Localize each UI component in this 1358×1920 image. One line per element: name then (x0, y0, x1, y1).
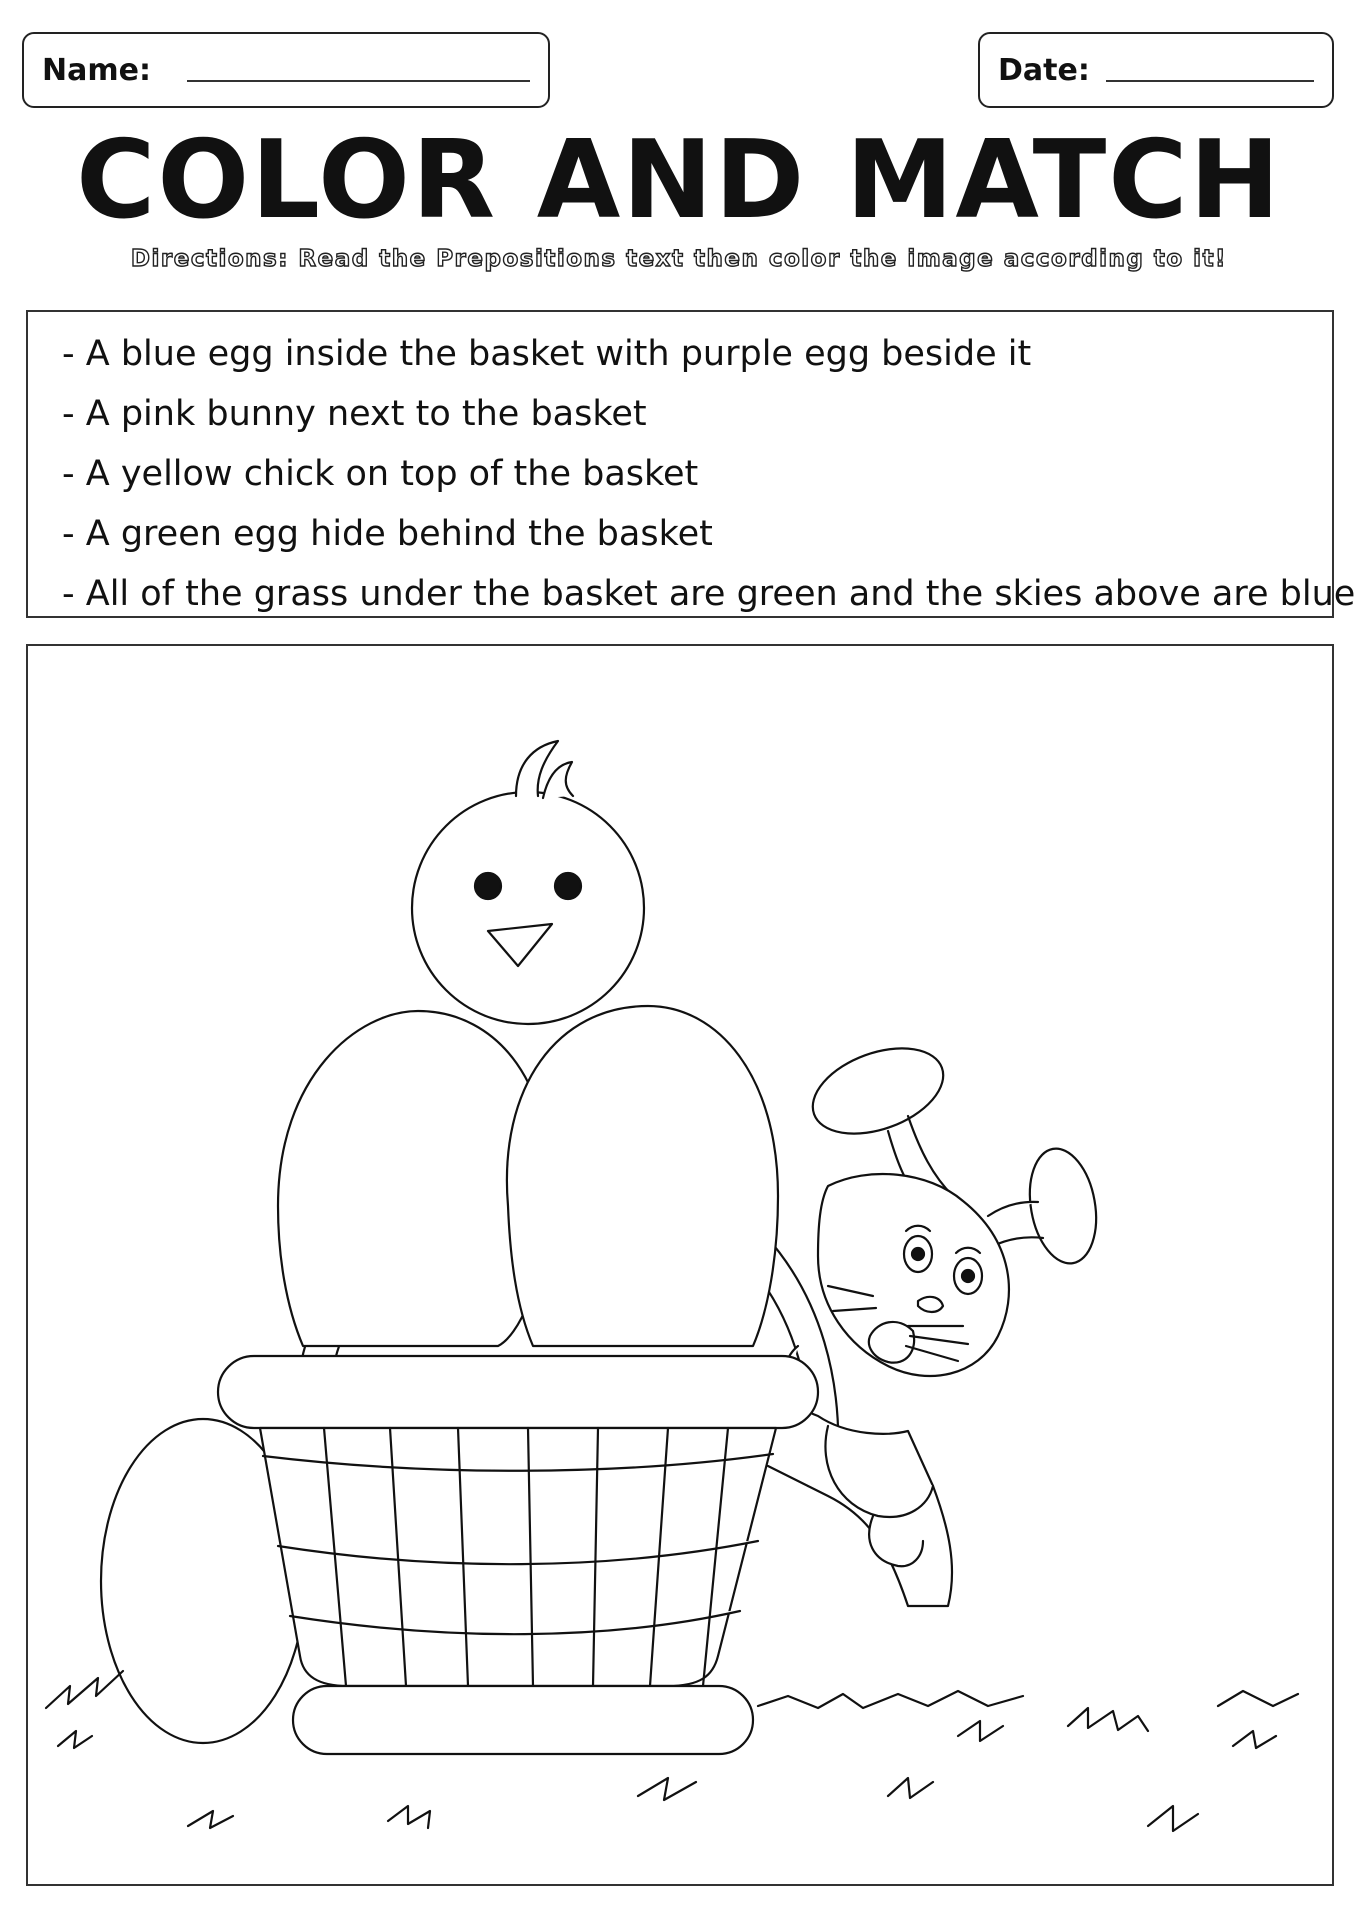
bunny-illustration[interactable] (768, 1032, 1105, 1606)
date-line[interactable] (1106, 80, 1314, 82)
instructions-box (26, 310, 1356, 618)
instruction-item: - A yellow chick on top of the basket (62, 444, 1298, 504)
basket-illustration[interactable] (218, 1356, 818, 1754)
instruction-item: - All of the grass under the basket are green and the skies above are blue (62, 564, 1298, 624)
instruction-item: - A green egg hide behind the basket (62, 504, 1298, 564)
name-field[interactable] (22, 32, 550, 108)
instructions-list (62, 324, 1356, 624)
directions-text: Directions: Read the Prepositions text then color the image according to it! (130, 246, 1228, 272)
instruction-item: - A blue egg inside the basket with purple egg beside it (62, 324, 1298, 384)
date-field[interactable] (978, 32, 1334, 108)
name-line[interactable] (187, 80, 530, 82)
page-title: COLOR AND MATCH (76, 118, 1282, 243)
name-label: Name: (42, 52, 151, 88)
basket-egg-right-illustration[interactable] (507, 1006, 778, 1346)
date-label: Date: (998, 52, 1090, 88)
instruction-item: - A pink bunny next to the basket (62, 384, 1298, 444)
coloring-picture[interactable] (26, 644, 1334, 1886)
